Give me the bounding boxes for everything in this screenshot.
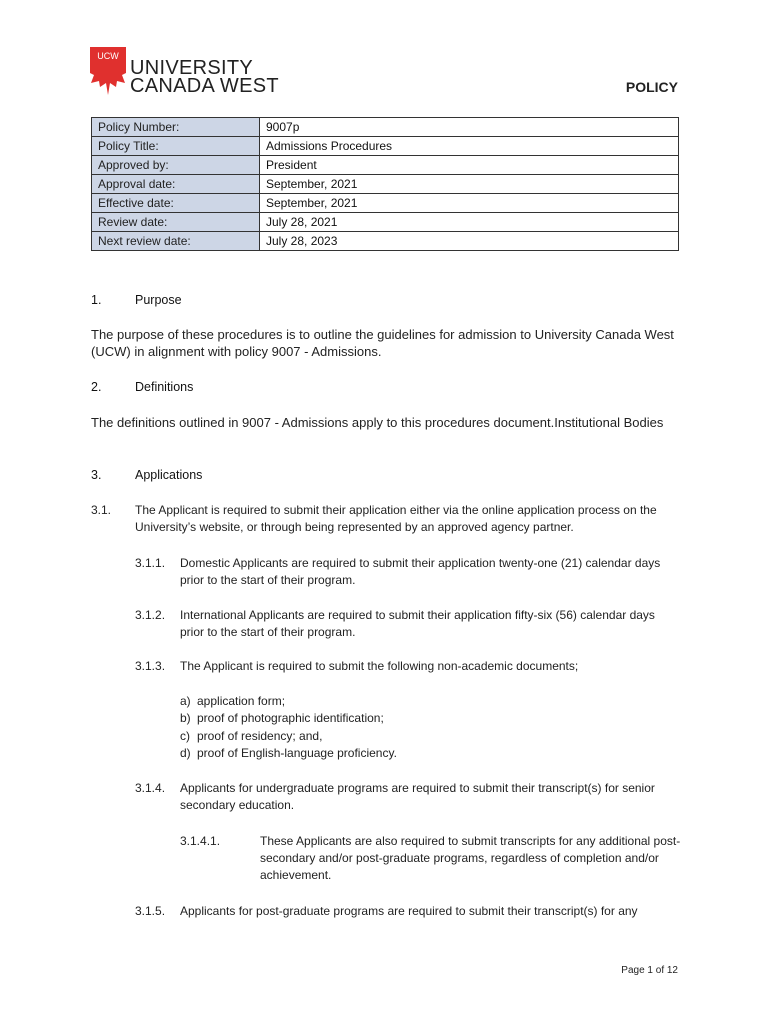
metadata-value: September, 2021 (260, 175, 679, 194)
metadata-value: Admissions Procedures (260, 137, 679, 156)
section-heading-purpose (91, 293, 491, 309)
section-number: 1. (91, 293, 102, 307)
logo-text-line1: UNIVERSITY (130, 57, 254, 79)
clause-3-1-2 (135, 607, 681, 641)
clause-number: 3.1.2. (135, 608, 166, 622)
list-letter: a) (180, 694, 191, 708)
clause-text: Applicants for undergraduate programs are required to submit their transcript(s) for senior secondary education. (180, 781, 655, 812)
metadata-row (92, 175, 679, 194)
clause-3-1-5 (135, 903, 681, 920)
page-number: Page 1 of 12 (621, 965, 678, 976)
section-heading-applications (91, 468, 491, 484)
definitions-paragraph: The definitions outlined in 9007 - Admissions apply to this procedures document.Institutional Bodies (91, 415, 664, 430)
logo-badge-text: UCW (97, 51, 119, 61)
ucw-logo (90, 45, 290, 97)
clause-3-1 (91, 502, 681, 536)
section-number: 2. (91, 380, 102, 394)
list-text: application form; (197, 694, 286, 708)
logo-text-line2: CANADA WEST (130, 75, 279, 97)
clause-3-1-4-1 (180, 833, 681, 884)
policy-metadata-table (91, 117, 679, 251)
purpose-paragraph: The purpose of these procedures is to outline the guidelines for admission to University Canada West (UCW) in alignment with policy 9007 - Admissions. (91, 327, 674, 359)
section-title: Purpose (135, 293, 182, 307)
metadata-row (92, 118, 679, 137)
clause-number: 3.1.5. (135, 904, 166, 918)
clause-text: The Applicant is required to submit their application either via the online application process on the University’s website, or through being represented by an approved agency partner. (135, 503, 657, 534)
list-item (180, 728, 580, 745)
metadata-value: President (260, 156, 679, 175)
clause-number: 3.1.3. (135, 659, 166, 673)
list-letter: b) (180, 711, 191, 725)
clause-text: These Applicants are also required to submit transcripts for any additional post-secondary and/or post-graduate programs, regardless of completion and/or achievement. (260, 834, 681, 882)
metadata-label: Policy Title: (92, 137, 260, 156)
clause-text: Domestic Applicants are required to submit their application twenty-one (21) calendar days prior to the start of their program. (180, 556, 661, 587)
clause-number: 3.1.1. (135, 556, 166, 570)
clause-3-1-4 (135, 780, 681, 814)
metadata-row (92, 156, 679, 175)
metadata-label: Effective date: (92, 194, 260, 213)
clause-text: The Applicant is required to submit the following non-academic documents; (180, 659, 579, 673)
clause-3-1-3 (135, 658, 681, 675)
section-title: Applications (135, 468, 203, 482)
clause-text: International Applicants are required to submit their application fifty-six (56) calendar days prior to the start of their program. (180, 608, 655, 639)
metadata-row (92, 137, 679, 156)
list-item (180, 710, 580, 727)
clause-number: 3.1.4.1. (180, 834, 221, 848)
metadata-label: Next review date: (92, 232, 260, 251)
list-item (180, 745, 580, 762)
metadata-label: Approved by: (92, 156, 260, 175)
list-letter: d) (180, 746, 191, 760)
metadata-label: Approval date: (92, 175, 260, 194)
metadata-row (92, 194, 679, 213)
metadata-label: Review date: (92, 213, 260, 232)
section-heading-definitions (91, 380, 491, 396)
list-text: proof of residency; and, (197, 729, 323, 743)
list-item (180, 693, 580, 710)
metadata-value: July 28, 2023 (260, 232, 679, 251)
metadata-row (92, 232, 679, 251)
list-text: proof of English-language proficiency. (197, 746, 397, 760)
clause-text: Applicants for post-graduate programs are required to submit their transcript(s) for any (180, 904, 638, 918)
clause-number: 3.1. (91, 503, 112, 517)
list-text: proof of photographic identification; (197, 711, 384, 725)
section-title: Definitions (135, 380, 194, 394)
maple-leaf-logo-icon (90, 47, 126, 95)
clause-3-1-1 (135, 555, 681, 589)
metadata-value: 9007p (260, 118, 679, 137)
document-type-label: POLICY (625, 79, 678, 95)
metadata-value: July 28, 2021 (260, 213, 679, 232)
clause-number: 3.1.4. (135, 781, 166, 795)
metadata-value: September, 2021 (260, 194, 679, 213)
metadata-row (92, 213, 679, 232)
metadata-label: Policy Number: (92, 118, 260, 137)
list-letter: c) (180, 729, 190, 743)
section-number: 3. (91, 468, 102, 482)
